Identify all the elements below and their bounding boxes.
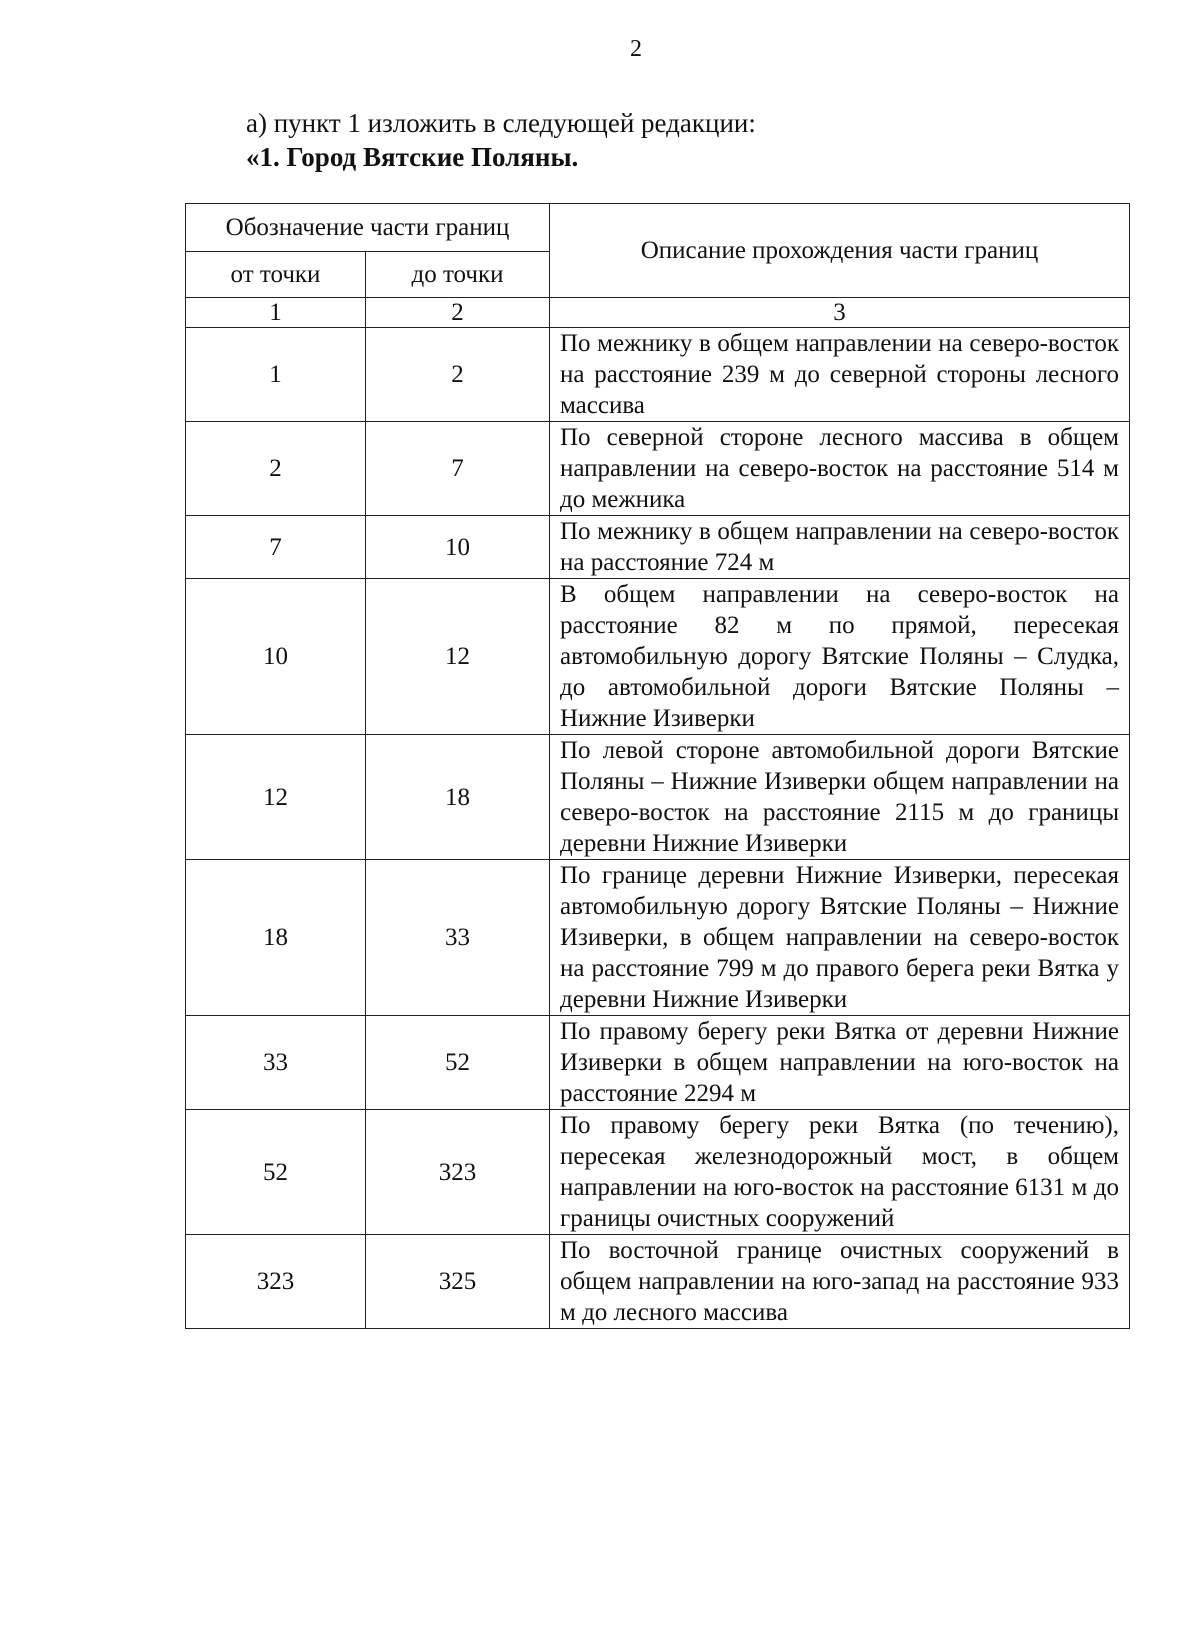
column-number: 1 [186, 298, 366, 328]
boundary-description: По правому берегу реки Вятка (по течению), пересекая железнодорожный мост, в общем направлении на юго-восток на расстояние 6131 м до границы очистных сооружений [550, 1110, 1130, 1235]
boundary-description: По границе деревни Нижние Изиверки, пересекая автомобильную дорогу Вятские Поляны – Нижние Изиверки, в общем направлении на северо-восток на расстояние 799 м до правого берега реки Вятка у деревни Нижние Изиверки [550, 860, 1130, 1016]
point-to: 10 [366, 516, 550, 579]
boundary-description: По левой стороне автомобильной дороги Вятские Поляны – Нижние Изиверки общем направлении на северо-восток на расстояние 2115 м до границы деревни Нижние Изиверки [550, 735, 1130, 860]
point-to: 323 [366, 1110, 550, 1235]
boundary-description: По восточной границе очистных сооружений в общем направлении на юго-запад на расстояние 933 м до лесного массива [550, 1235, 1130, 1329]
table-row [186, 328, 1130, 422]
table-row [186, 516, 1130, 579]
point-from: 33 [186, 1016, 366, 1110]
table-row [186, 1016, 1130, 1110]
point-to: 33 [366, 860, 550, 1016]
table-body [186, 328, 1130, 1329]
header-to: до точки [366, 252, 550, 298]
boundary-table [185, 203, 1130, 1329]
point-to: 12 [366, 579, 550, 735]
table-row [186, 422, 1130, 516]
table-row [186, 735, 1130, 860]
point-to: 2 [366, 328, 550, 422]
table-row [186, 1235, 1130, 1329]
page-number: 2 [630, 36, 642, 62]
point-to: 18 [366, 735, 550, 860]
boundary-description: По северной стороне лесного массива в общем направлении на северо-восток на расстояние 514 м до межника [550, 422, 1130, 516]
point-from: 12 [186, 735, 366, 860]
table-row [186, 860, 1130, 1016]
point-to: 325 [366, 1235, 550, 1329]
boundary-description: По межнику в общем направлении на северо-восток на расстояние 239 м до северной стороны лесного массива [550, 328, 1130, 422]
point-from: 18 [186, 860, 366, 1016]
column-number: 3 [550, 298, 1130, 328]
point-from: 323 [186, 1235, 366, 1329]
point-from: 7 [186, 516, 366, 579]
column-number: 2 [366, 298, 550, 328]
boundary-description: По межнику в общем направлении на северо-восток на расстояние 724 м [550, 516, 1130, 579]
point-from: 52 [186, 1110, 366, 1235]
point-from: 1 [186, 328, 366, 422]
section-heading: «1. Город Вятские Поляны. [246, 142, 579, 172]
header-group: Обозначение части границ [186, 204, 550, 252]
point-to: 52 [366, 1016, 550, 1110]
point-to: 7 [366, 422, 550, 516]
intro-text: а) пункт 1 изложить в следующей редакции: [246, 108, 756, 138]
header-from: от точки [186, 252, 366, 298]
table-row [186, 579, 1130, 735]
boundary-description: По правому берегу реки Вятка от деревни Нижние Изиверки в общем направлении на юго-восток на расстояние 2294 м [550, 1016, 1130, 1110]
header-description: Описание прохождения части границ [550, 204, 1130, 298]
point-from: 10 [186, 579, 366, 735]
point-from: 2 [186, 422, 366, 516]
table-row [186, 1110, 1130, 1235]
boundary-description: В общем направлении на северо-восток на расстояние 82 м по прямой, пересекая автомобильную дорогу Вятские Поляны – Слудка, до автомобильной дороги Вятские Поляны – Нижние Изиверки [550, 579, 1130, 735]
